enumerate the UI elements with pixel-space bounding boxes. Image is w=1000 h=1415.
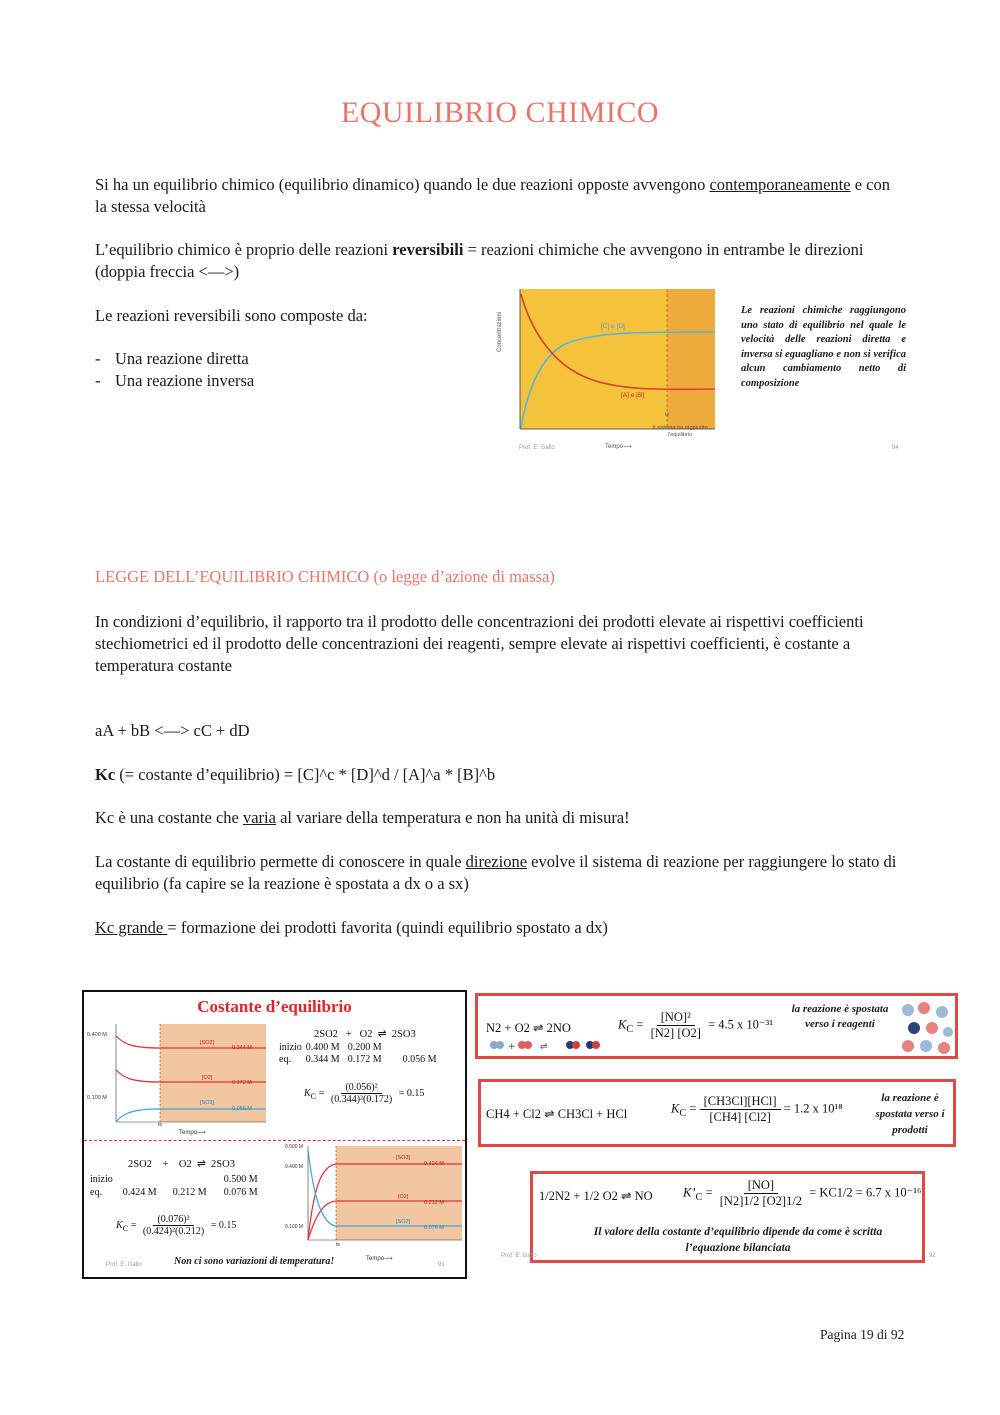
svg-text:⇌: ⇌ xyxy=(540,1042,548,1051)
figure-author: Prof. E. Gallo xyxy=(519,445,555,451)
bottom-y-label-1: 0.500 M xyxy=(285,1144,304,1150)
label-cd: [C] e [D] xyxy=(601,323,625,330)
kc-examples-figure xyxy=(475,993,960,1265)
top-y-label-1: 0.400 M xyxy=(87,1032,107,1038)
example-box-1 xyxy=(475,993,958,1059)
example-3-kc: $K’_C$ = $\frac{[NO]}{[N2]1/2 [O2]1/2}$ = KC1/2 = 6.7 x 10⁻¹⁶ xyxy=(683,1178,922,1208)
intro-paragraph-1: Si ha un equilibrio chimico (equilibrio dinamico) quando le due reazioni opposte avvengono contemporaneamente e con la stessa velocità xyxy=(95,175,890,216)
bottom-so3-label: [SO3] xyxy=(396,1155,411,1161)
example-2-kc: $K_C$ = $\frac{\text{[CH3Cl][HCl]}}{[CH4] [Cl2]}$ = 1.2 x 10¹⁸ xyxy=(671,1094,843,1124)
example-1-note: la reazione è spostata verso i reagenti xyxy=(791,1003,889,1030)
bottom-te-marker: te xyxy=(336,1242,341,1248)
top-concentration-table xyxy=(279,1042,438,1066)
molecule-cluster-icon xyxy=(898,1000,956,1061)
top-so2-label: [SO2] xyxy=(200,1040,215,1046)
intro-paragraph-3: Le reazioni reversibili sono composte da: xyxy=(95,306,368,325)
top-concentration-chart xyxy=(88,1022,268,1134)
example-box-2 xyxy=(478,1079,956,1147)
kc-direction-paragraph: La costante di equilibrio permette di conoscere in quale direzione evolve il sistema di reazione per raggiungere lo stato di equilibrio (fa capire se la reazione è spostata a dx o a sx) xyxy=(95,852,897,893)
equilibrium-figure xyxy=(497,282,910,457)
figure-title: Costante d’equilibrio xyxy=(197,997,352,1016)
example-1-equation: N2 + O2 ⇌ 2NO xyxy=(486,1021,571,1035)
table-row: inizio 0.400 M 0.200 M xyxy=(279,1042,382,1053)
bottom-o2-label: [O2] xyxy=(398,1194,409,1200)
molecules-icon xyxy=(486,1039,606,1054)
top-so3-value: 0.056 M xyxy=(232,1106,252,1112)
list-item: - Una reazione diretta xyxy=(95,348,395,370)
figure-page-number: 92 xyxy=(929,1253,936,1259)
table-row: eq. 0.344 M 0.172 M 0.056 M xyxy=(279,1054,437,1065)
intro-paragraph-2: L’equilibrio chimico è proprio delle reazioni reversibili = reazioni chimiche che avvengono in entrambe le direzioni (doppia freccia <—>) xyxy=(95,240,864,281)
page-number: Pagina 19 di 92 xyxy=(820,1327,905,1342)
figure-page-number: 94 xyxy=(892,445,899,451)
kc-definition: Kc (= costante d’equilibrio) = [C]^c * [D]^d / [A]^a * [B]^b xyxy=(95,765,496,784)
figure-caption: Le reazioni chimiche raggiungono uno stato di equilibrio nel quale le velocità delle reazioni diretta e inversa si eguagliano e non si verifica alcun cambiamento netto di composizione xyxy=(741,305,906,389)
bottom-so2-label: [SO2] xyxy=(396,1219,411,1225)
svg-text:+: + xyxy=(508,1042,516,1051)
top-o2-value: 0.172 M xyxy=(232,1080,252,1086)
bottom-y-label-2: 0.400 M xyxy=(285,1164,304,1170)
law-paragraph: In condizioni d’equilibrio, il rapporto tra il prodotto delle concentrazioni dei prodotti elevate ai rispettivi coefficienti stechiometrici ed il prodotto delle concentrazioni dei reagenti, sempre elevate ai rispettivi coefficienti, è costante a temperatura costante xyxy=(95,612,864,675)
table-row: eq. 0.424 M 0.212 M 0.076 M xyxy=(90,1187,258,1198)
table-row: inizio 0.500 M xyxy=(90,1174,258,1185)
bottom-kc-formula: $K_C$ = $\frac{\text{(0.076)²}}{\text{(0.424)²(0.212)}}$ = 0.15 xyxy=(116,1214,237,1237)
bottom-time-label: Tempo⟶ xyxy=(366,1256,393,1262)
bottom-so2-value: 0.076 M xyxy=(424,1225,444,1231)
bottom-o2-value: 0.212 M xyxy=(424,1200,444,1206)
kc-large-paragraph: Kc grande = formazione dei prodotti favorita (quindi equilibrio spostato a dx) xyxy=(95,918,608,937)
list-item: - Una reazione inversa xyxy=(95,370,395,392)
equilibrium-note: Il sistema ha raggiunto l’equilibrio xyxy=(652,425,708,438)
example-3-equation: 1/2N2 + 1/2 O2 ⇌ NO xyxy=(539,1189,653,1203)
kc-temperature-paragraph: Kc è una costante che varia al variare della temperatura e non ha unità di misura! xyxy=(95,808,630,827)
example-2-note: la reazione è spostata verso i prodotti xyxy=(875,1092,945,1136)
figure-author: Prof. E. Gallo xyxy=(501,1253,537,1259)
kc-example-figure xyxy=(82,990,467,1279)
dashed-separator xyxy=(84,1140,465,1141)
reaction-types-list xyxy=(95,348,395,392)
example-1-kc: $K_C$ = $\frac{\text{[NO]²}}{[N2] [O2]}$ = 4.5 x 10⁻³¹ xyxy=(618,1010,773,1040)
section-heading: LEGGE DELL’EQUILIBRIO CHIMICO (o legge d’azione di massa) xyxy=(95,567,555,586)
x-axis-label: Tempo⟶ xyxy=(605,444,632,450)
top-y-label-2: 0.100 M xyxy=(87,1095,107,1101)
bottom-concentration-table xyxy=(90,1173,259,1199)
generic-reaction: aA + bB <—> cC + dD xyxy=(95,721,250,740)
top-o2-label: [O2] xyxy=(202,1075,213,1081)
bottom-reaction: 2SO2 + O2 ⇌ 2SO3 xyxy=(128,1159,235,1170)
top-kc-formula: $K_C$ = $\frac{\text{(0.056)²}}{\text{(0.344)²(0.172)}}$ = 0.15 xyxy=(304,1082,425,1105)
top-reaction: 2SO2 + O2 ⇌ 2SO3 xyxy=(314,1029,416,1040)
top-te-marker: te xyxy=(158,1122,163,1128)
figure-footer-note: Non ci sono variazioni di temperatura! xyxy=(174,1256,335,1267)
figure-page-number: 91 xyxy=(438,1262,445,1268)
label-ab: [A] e [B] xyxy=(621,392,645,399)
page-title: EQUILIBRIO CHIMICO xyxy=(340,96,660,129)
top-so3-label: [SO3] xyxy=(200,1100,215,1106)
top-time-label: Tempo⟶ xyxy=(179,1130,206,1136)
y-axis-label: Concentrazioni xyxy=(497,311,503,352)
example-2-equation: CH4 + Cl2 ⇌ CH3Cl + HCl xyxy=(486,1107,628,1121)
top-so2-value: 0.344 M xyxy=(232,1045,252,1051)
te-marker: te xyxy=(665,412,670,418)
figure-author: Prof. E. Gallo xyxy=(106,1262,142,1268)
example-3-note: Il valore della costante d’equilibrio dipende da come è scritta l’equazione bilanciata xyxy=(593,1226,883,1254)
example-box-3 xyxy=(530,1171,925,1263)
bottom-so3-value: 0.424 M xyxy=(424,1161,444,1167)
bottom-y-label-3: 0.100 M xyxy=(285,1224,304,1230)
